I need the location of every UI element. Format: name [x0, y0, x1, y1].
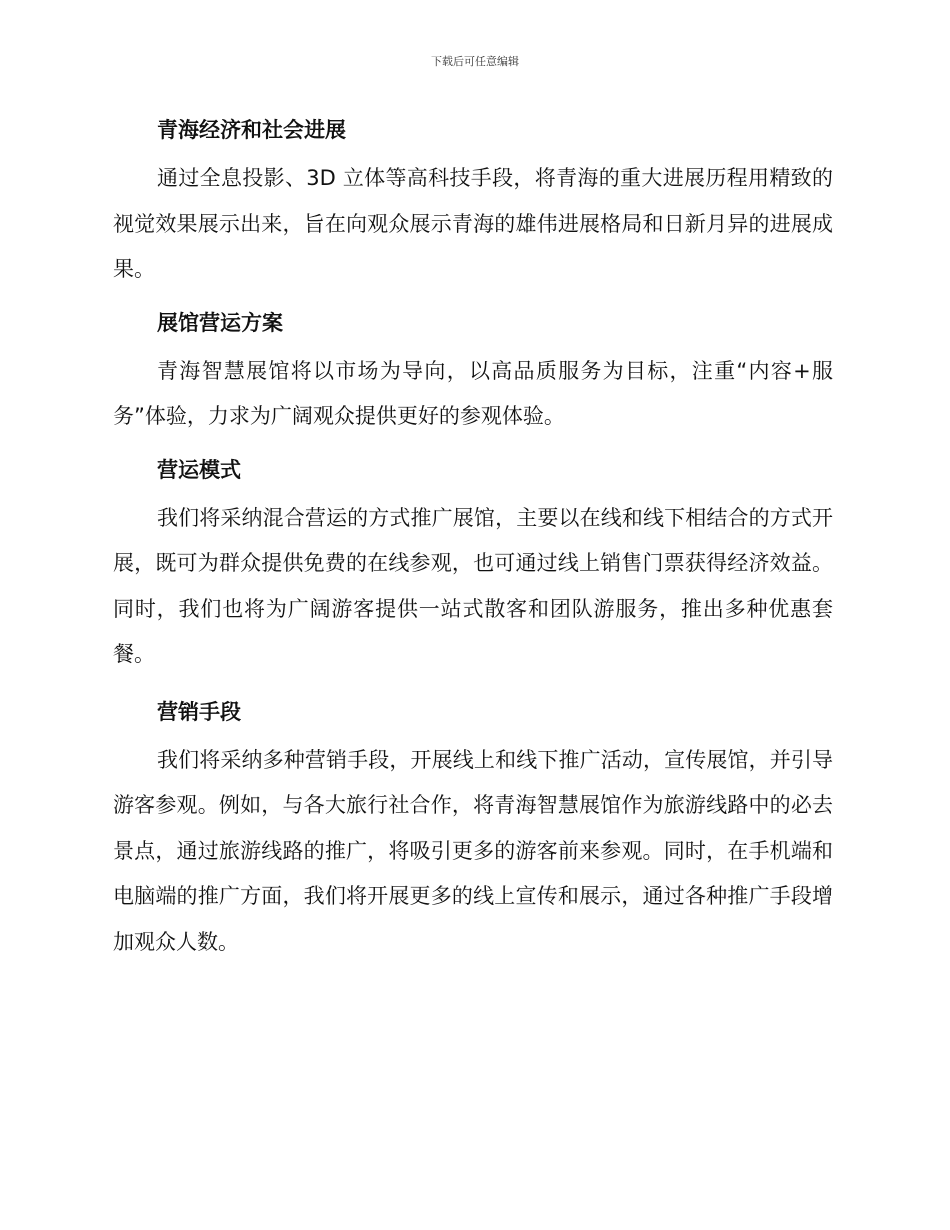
section-heading-marketing: 营销手段 [157, 699, 241, 724]
section-body-operation-plan: 青海智慧展馆将以市场为导向，以高品质服务为目标，注重“内容+服务”体验，力求为广阔观众提供更好的参观体验。 [113, 358, 833, 428]
section-heading-qinghai-development: 青海经济和社会进展 [157, 118, 346, 142]
page-header-note: 下载后可任意编辑 [431, 55, 519, 68]
section-body-marketing: 我们将采纳多种营销手段，开展线上和线下推广活动，宣传展馆，并引导游客参观。例如，与各大旅行社合作，将青海智慧展馆作为旅游线路中的必去景点，通过旅游线路的推广，将吸引更多的游客前来参观。同时，在手机端和电脑端的推广方面，我们将开展更多的线上宣传和展示，通过各种推广手段增加观众人数。 [113, 747, 833, 954]
section-body-operation-mode: 我们将采纳混合营运的方式推广展馆，主要以在线和线下相结合的方式开展，既可为群众提供免费的在线参观，也可通过线上销售门票获得经济效益。同时，我们也将为广阔游客提供一站式散客和团队游服务，推出多种优惠套餐。 [113, 505, 833, 666]
document-content [113, 110, 833, 965]
section-body-qinghai-development: 通过全息投影、3D 立体等高科技手段，将青海的重大进展历程用精致的视觉效果展示出来，旨在向观众展示青海的雄伟进展格局和日新月异的进展成果。 [113, 166, 833, 281]
section-heading-operation-mode: 营运模式 [157, 457, 241, 482]
section-heading-operation-plan: 展馆营运方案 [157, 310, 283, 335]
